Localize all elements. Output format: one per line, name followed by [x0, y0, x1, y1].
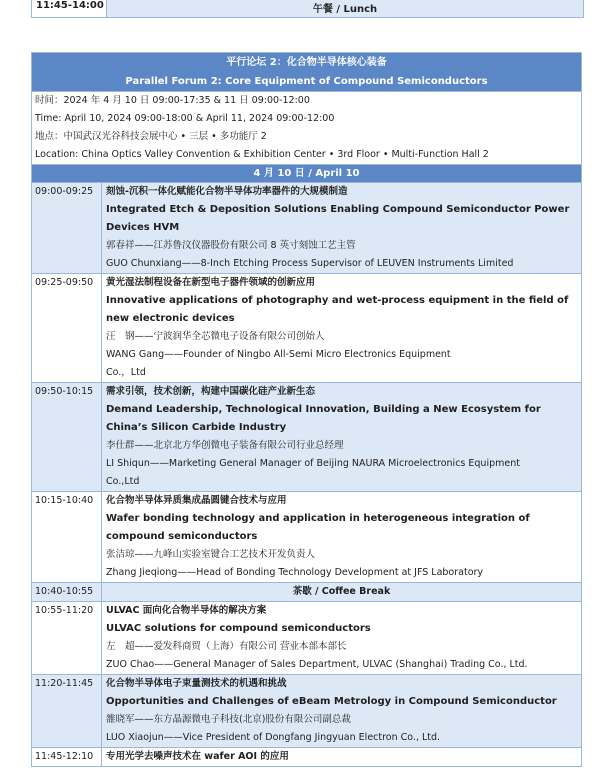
session-row	[32, 602, 582, 675]
session-time: 10:15-10:40	[32, 492, 102, 583]
speaker-cn: 汪 钢——宁波润华全芯微电子设备有限公司创始人	[106, 331, 325, 342]
session-title-cn: 需求引领，技术创新，构建中国碳化硅产业新生态	[106, 386, 316, 397]
session-title-cn: 黄光湿法制程设备在新型电子器件领域的创新应用	[106, 277, 316, 288]
lunch-time: 11:45-14:00	[32, 0, 107, 17]
session-time: 11:20-11:45	[32, 675, 102, 748]
break-time: 10:40-10:55	[32, 583, 102, 602]
speaker-cn: 李仕群——北京北方华创微电子装备有限公司行业总经理	[106, 440, 344, 451]
session-time: 11:45-12:10	[32, 748, 102, 767]
speaker-en: Co.，Ltd	[106, 367, 146, 378]
session-title-en: Devices HVM	[106, 222, 180, 233]
session-row	[32, 675, 582, 748]
session-title-en: ULVAC solutions for compound semiconductors	[106, 623, 371, 634]
session-title-cn: 刻蚀-沉积一体化赋能化合物半导体功率器件的大规模制造	[106, 186, 348, 197]
coffee-break-row	[32, 583, 582, 602]
session-row	[32, 748, 582, 767]
info-time-en: Time: April 10, 2024 09:00-18:00 & April 11, 2024 09:00-12:00	[35, 113, 335, 124]
speaker-en: LI Shiqun——Marketing General Manager of Beijing NAURA Microelectronics Equipment	[106, 458, 520, 469]
info-location-cn: 地点：中国武汉光谷科技会展中心 • 三层 • 多功能厅 2	[35, 131, 267, 142]
session-title-cn: 化合物半导体电子束量测技术的机遇和挑战	[106, 678, 287, 689]
lunch-label: 午餐 / Lunch	[107, 0, 583, 17]
session-title-cn: ULVAC 面向化合物半导体的解决方案	[106, 605, 267, 616]
session-row	[32, 383, 582, 492]
session-time: 10:55-11:20	[32, 602, 102, 675]
session-title-en: new electronic devices	[106, 313, 235, 324]
session-time: 09:00-09:25	[32, 183, 102, 274]
session-title-en: compound semiconductors	[106, 531, 258, 542]
session-title-en: Wafer bonding technology and application in heterogeneous integration of	[106, 513, 530, 524]
session-title-en: China’s Silicon Carbide Industry	[106, 422, 287, 433]
session-time: 09:50-10:15	[32, 383, 102, 492]
forum-title-en: Parallel Forum 2: Core Equipment of Compound Semiconductors	[125, 76, 488, 87]
speaker-en: ZUO Chao——General Manager of Sales Department, ULVAC (Shanghai) Trading Co., Ltd.	[106, 659, 528, 670]
forum-schedule	[31, 52, 582, 767]
info-location-en: Location: China Optics Valley Convention & Exhibition Center • 3rd Floor • Multi-Function Hall 2	[35, 149, 489, 160]
info-time-cn: 时间：2024 年 4 月 10 日 09:00-17:35 & 11 日 09:00-12:00	[35, 95, 310, 106]
session-title-en: Opportunities and Challenges of eBeam Metrology in Compound Semiconductor	[106, 696, 557, 707]
forum-header	[32, 53, 582, 92]
break-label: 茶歇 / Coffee Break	[102, 583, 582, 602]
speaker-en: Co.,Ltd	[106, 476, 140, 487]
session-row	[32, 274, 582, 383]
speaker-en: Zhang Jieqiong——Head of Bonding Technology Development at JFS Laboratory	[106, 567, 484, 578]
forum-title-cn: 平行论坛 2：化合物半导体核心装备	[226, 57, 387, 68]
date-label: 4 月 10 日 / April 10	[32, 165, 582, 183]
session-title-en: Innovative applications of photography and wet-process equipment in the field of	[106, 295, 569, 306]
forum-info	[32, 92, 582, 165]
speaker-en: LUO Xiaojun——Vice President of Dongfang Jingyuan Electron Co., Ltd.	[106, 732, 441, 743]
speaker-cn: 郭春祥——江苏鲁汶仪器股份有限公司 8 英寸刻蚀工艺主管	[106, 240, 356, 251]
date-header	[32, 165, 582, 183]
session-row	[32, 492, 582, 583]
session-title-cn: 专用光学去噪声技术在 wafer AOI 的应用	[106, 751, 289, 762]
session-time: 09:25-09:50	[32, 274, 102, 383]
speaker-cn: 左 超——爱发科商贸（上海）有限公司 营业本部本部长	[106, 641, 347, 652]
speaker-cn: 雒晓军——东方晶源微电子科技(北京)股份有限公司副总裁	[106, 714, 351, 725]
speaker-en: WANG Gang——Founder of Ningbo All-Semi Micro Electronics Equipment	[106, 349, 451, 360]
speaker-en: GUO Chunxiang——8-Inch Etching Process Supervisor of LEUVEN Instruments Limited	[106, 258, 514, 269]
session-title-en: Integrated Etch & Deposition Solutions Enabling Compound Semiconductor Power	[106, 204, 570, 215]
session-title-cn: 化合物半导体异质集成晶圆键合技术与应用	[106, 495, 287, 506]
session-title-en: Demand Leadership, Technological Innovation, Building a New Ecosystem for	[106, 404, 541, 415]
speaker-cn: 张洁琼——九峰山实验室键合工艺技术开发负责人	[106, 549, 316, 560]
lunch-row	[31, 0, 584, 18]
session-row	[32, 183, 582, 274]
schedule-table	[31, 52, 582, 767]
